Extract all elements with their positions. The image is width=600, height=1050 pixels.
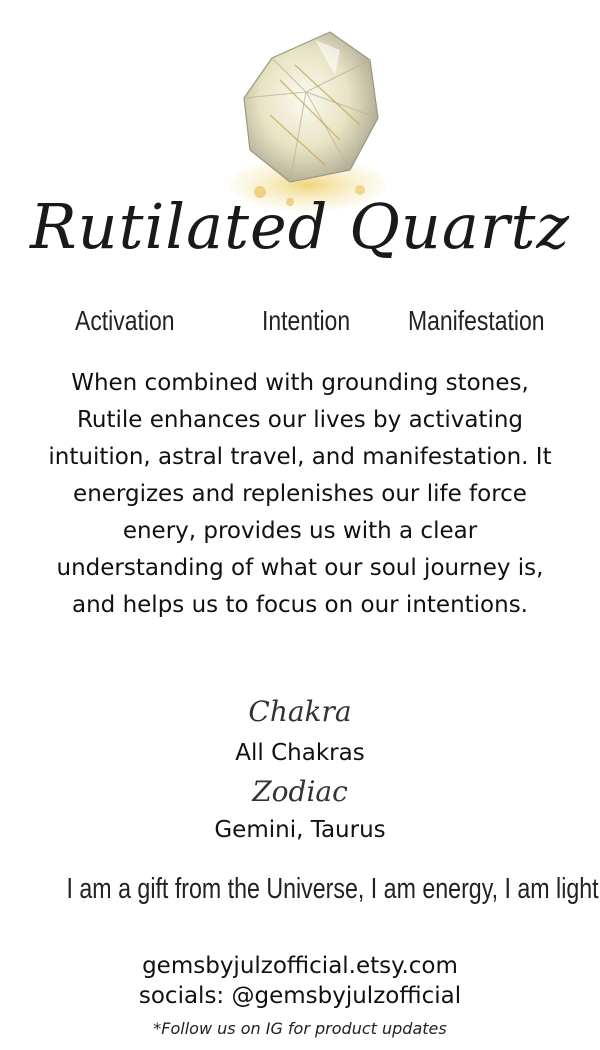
zodiac-label: Zodiac — [252, 775, 348, 808]
keyword-intention: Intention — [262, 305, 351, 336]
affirmation — [0, 873, 600, 906]
stone-title: Rutilated Quartz — [29, 190, 571, 263]
keywords-row — [0, 305, 600, 345]
chakra-value: All Chakras — [235, 740, 365, 766]
affirmation-text: I am a gift from the Universe, I am energy, I am light — [66, 873, 599, 905]
stone-description: When combined with grounding stones, Rutile enhances our lives by activating intuition, astral travel, and manifestation. It energizes and replenishes our life force enery, provides us with a clear understanding of what our soul journey is, and helps us to focus on our intentions. — [48, 370, 552, 618]
keyword-activation: Activation — [75, 305, 175, 336]
socials-handle[interactable]: socials: @gemsbyjulzofficial — [138, 983, 462, 1009]
footer-note: *Follow us on IG for product updates — [153, 1019, 447, 1038]
zodiac-value: Gemini, Taurus — [214, 817, 386, 843]
chakra-label: Chakra — [248, 695, 352, 728]
shop-link[interactable]: gemsbyjulzofficial.etsy.com — [142, 953, 458, 979]
keyword-manifestation: Manifestation — [408, 305, 545, 336]
